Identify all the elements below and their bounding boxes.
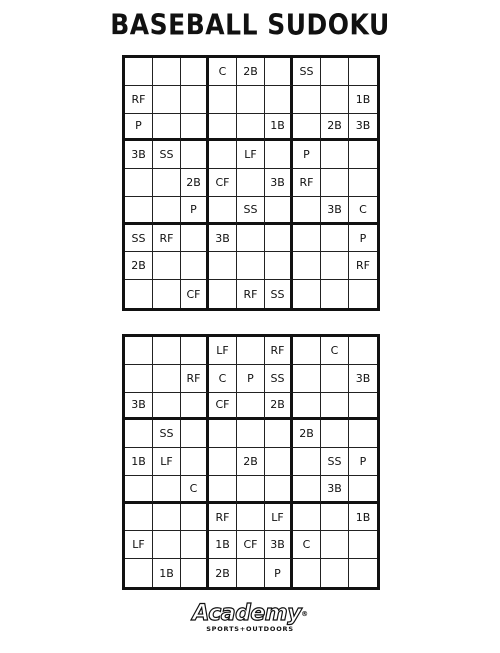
empty-cell[interactable]	[153, 169, 181, 197]
academy-logo	[0, 603, 500, 633]
empty-cell[interactable]	[293, 225, 321, 253]
empty-cell[interactable]	[265, 86, 293, 114]
given-cell: P	[293, 141, 321, 169]
empty-cell[interactable]	[237, 114, 265, 142]
empty-cell[interactable]	[181, 531, 209, 559]
empty-cell[interactable]	[181, 337, 209, 365]
given-cell: 1B	[153, 559, 181, 587]
given-cell: RF	[349, 252, 377, 280]
given-cell: LF	[237, 141, 265, 169]
empty-cell[interactable]	[293, 337, 321, 365]
given-cell: 1B	[209, 531, 237, 559]
given-cell: 3B	[321, 197, 349, 225]
given-cell: RF	[293, 169, 321, 197]
empty-cell[interactable]	[321, 225, 349, 253]
empty-cell[interactable]	[153, 58, 181, 86]
empty-cell[interactable]	[153, 280, 181, 308]
logo-name: Academy	[192, 601, 302, 626]
empty-cell[interactable]	[153, 476, 181, 504]
empty-cell[interactable]	[125, 337, 153, 365]
given-cell: C	[349, 197, 377, 225]
empty-cell[interactable]	[153, 252, 181, 280]
empty-cell[interactable]	[265, 448, 293, 476]
given-cell: 2B	[237, 448, 265, 476]
empty-cell[interactable]	[237, 86, 265, 114]
given-cell: C	[209, 58, 237, 86]
given-cell: C	[293, 531, 321, 559]
empty-cell[interactable]	[321, 559, 349, 587]
given-cell: P	[237, 365, 265, 393]
empty-cell[interactable]	[293, 448, 321, 476]
empty-cell[interactable]	[209, 280, 237, 308]
given-cell: 3B	[321, 476, 349, 504]
empty-cell[interactable]	[125, 58, 153, 86]
given-cell: C	[209, 365, 237, 393]
empty-cell[interactable]	[181, 86, 209, 114]
given-cell: SS	[237, 197, 265, 225]
given-cell: CF	[237, 531, 265, 559]
empty-cell[interactable]	[321, 58, 349, 86]
empty-cell[interactable]	[125, 169, 153, 197]
empty-cell[interactable]	[237, 559, 265, 587]
empty-cell[interactable]	[125, 559, 153, 587]
empty-cell[interactable]	[237, 337, 265, 365]
given-cell: P	[349, 448, 377, 476]
empty-cell[interactable]	[125, 365, 153, 393]
empty-cell[interactable]	[349, 420, 377, 448]
empty-cell[interactable]	[181, 393, 209, 421]
empty-cell[interactable]	[125, 420, 153, 448]
empty-cell[interactable]	[349, 393, 377, 421]
sudoku-grid-1[interactable]	[122, 55, 380, 311]
given-cell: SS	[265, 280, 293, 308]
empty-cell[interactable]	[181, 504, 209, 532]
given-cell: CF	[209, 393, 237, 421]
given-cell: 3B	[209, 225, 237, 253]
empty-cell[interactable]	[349, 280, 377, 308]
given-cell: 3B	[125, 393, 153, 421]
given-cell: 3B	[265, 531, 293, 559]
given-cell: SS	[153, 420, 181, 448]
given-cell: SS	[293, 58, 321, 86]
sudoku-grid-2[interactable]	[122, 334, 380, 590]
empty-cell[interactable]	[209, 141, 237, 169]
logo-tagline: SPORTS+OUTDOORS	[206, 625, 294, 633]
empty-cell[interactable]	[125, 280, 153, 308]
empty-cell[interactable]	[349, 559, 377, 587]
empty-cell[interactable]	[237, 393, 265, 421]
given-cell: SS	[125, 225, 153, 253]
empty-cell[interactable]	[293, 504, 321, 532]
given-cell: RF	[209, 504, 237, 532]
empty-cell[interactable]	[293, 114, 321, 142]
empty-cell[interactable]	[265, 197, 293, 225]
empty-cell[interactable]	[209, 114, 237, 142]
empty-cell[interactable]	[293, 393, 321, 421]
empty-cell[interactable]	[209, 448, 237, 476]
given-cell: LF	[265, 504, 293, 532]
given-cell: C	[321, 337, 349, 365]
empty-cell[interactable]	[181, 114, 209, 142]
given-cell: P	[265, 559, 293, 587]
empty-cell[interactable]	[293, 252, 321, 280]
empty-cell[interactable]	[321, 280, 349, 308]
given-cell: 1B	[349, 86, 377, 114]
empty-cell[interactable]	[265, 141, 293, 169]
empty-cell[interactable]	[209, 197, 237, 225]
given-cell: 3B	[265, 169, 293, 197]
empty-cell[interactable]	[125, 504, 153, 532]
empty-cell[interactable]	[153, 504, 181, 532]
given-cell: 1B	[125, 448, 153, 476]
empty-cell[interactable]	[265, 252, 293, 280]
given-cell: 2B	[209, 559, 237, 587]
given-cell: RF	[181, 365, 209, 393]
empty-cell[interactable]	[321, 365, 349, 393]
empty-cell[interactable]	[181, 225, 209, 253]
empty-cell[interactable]	[349, 337, 377, 365]
empty-cell[interactable]	[237, 504, 265, 532]
given-cell: P	[125, 114, 153, 142]
empty-cell[interactable]	[321, 86, 349, 114]
empty-cell[interactable]	[321, 141, 349, 169]
given-cell: 2B	[181, 169, 209, 197]
given-cell: SS	[153, 141, 181, 169]
given-cell: 3B	[349, 114, 377, 142]
empty-cell[interactable]	[321, 504, 349, 532]
given-cell: 2B	[293, 420, 321, 448]
given-cell: RF	[153, 225, 181, 253]
logo-wordmark	[0, 603, 500, 625]
empty-cell[interactable]	[153, 86, 181, 114]
empty-cell[interactable]	[181, 559, 209, 587]
empty-cell[interactable]	[237, 225, 265, 253]
empty-cell[interactable]	[321, 393, 349, 421]
empty-cell[interactable]	[349, 476, 377, 504]
empty-cell[interactable]	[153, 365, 181, 393]
empty-cell[interactable]	[237, 252, 265, 280]
empty-cell[interactable]	[181, 252, 209, 280]
empty-cell[interactable]	[181, 58, 209, 86]
given-cell: 1B	[265, 114, 293, 142]
empty-cell[interactable]	[209, 476, 237, 504]
empty-cell[interactable]	[125, 476, 153, 504]
empty-cell[interactable]	[153, 197, 181, 225]
given-cell: CF	[209, 169, 237, 197]
page-title: BASEBALL SUDOKU	[110, 7, 390, 42]
empty-cell[interactable]	[237, 420, 265, 448]
empty-cell[interactable]	[209, 420, 237, 448]
given-cell: SS	[321, 448, 349, 476]
given-cell: 2B	[125, 252, 153, 280]
given-cell: RF	[237, 280, 265, 308]
given-cell: 3B	[125, 141, 153, 169]
empty-cell[interactable]	[321, 531, 349, 559]
empty-cell[interactable]	[265, 225, 293, 253]
empty-cell[interactable]	[237, 169, 265, 197]
given-cell: 3B	[349, 365, 377, 393]
empty-cell[interactable]	[349, 531, 377, 559]
registered-mark: ®	[301, 610, 308, 618]
empty-cell[interactable]	[293, 280, 321, 308]
empty-cell[interactable]	[153, 531, 181, 559]
empty-cell[interactable]	[181, 420, 209, 448]
empty-cell[interactable]	[293, 197, 321, 225]
given-cell: CF	[181, 280, 209, 308]
given-cell: RF	[125, 86, 153, 114]
empty-cell[interactable]	[153, 337, 181, 365]
empty-cell[interactable]	[237, 476, 265, 504]
empty-cell[interactable]	[321, 420, 349, 448]
given-cell: LF	[209, 337, 237, 365]
empty-cell[interactable]	[349, 141, 377, 169]
given-cell: LF	[125, 531, 153, 559]
given-cell: 1B	[349, 504, 377, 532]
given-cell: SS	[265, 365, 293, 393]
empty-cell[interactable]	[181, 141, 209, 169]
given-cell: RF	[265, 337, 293, 365]
empty-cell[interactable]	[293, 559, 321, 587]
empty-cell[interactable]	[265, 420, 293, 448]
empty-cell[interactable]	[153, 393, 181, 421]
empty-cell[interactable]	[349, 58, 377, 86]
given-cell: P	[181, 197, 209, 225]
given-cell: 2B	[265, 393, 293, 421]
empty-cell[interactable]	[209, 252, 237, 280]
empty-cell[interactable]	[293, 86, 321, 114]
given-cell: 2B	[321, 114, 349, 142]
empty-cell[interactable]	[293, 365, 321, 393]
given-cell: LF	[153, 448, 181, 476]
empty-cell[interactable]	[349, 169, 377, 197]
empty-cell[interactable]	[209, 86, 237, 114]
given-cell: 2B	[237, 58, 265, 86]
given-cell: C	[181, 476, 209, 504]
empty-cell[interactable]	[321, 169, 349, 197]
given-cell: P	[349, 225, 377, 253]
empty-cell[interactable]	[125, 197, 153, 225]
empty-cell[interactable]	[293, 476, 321, 504]
empty-cell[interactable]	[265, 476, 293, 504]
empty-cell[interactable]	[153, 114, 181, 142]
empty-cell[interactable]	[181, 448, 209, 476]
empty-cell[interactable]	[321, 252, 349, 280]
empty-cell[interactable]	[265, 58, 293, 86]
